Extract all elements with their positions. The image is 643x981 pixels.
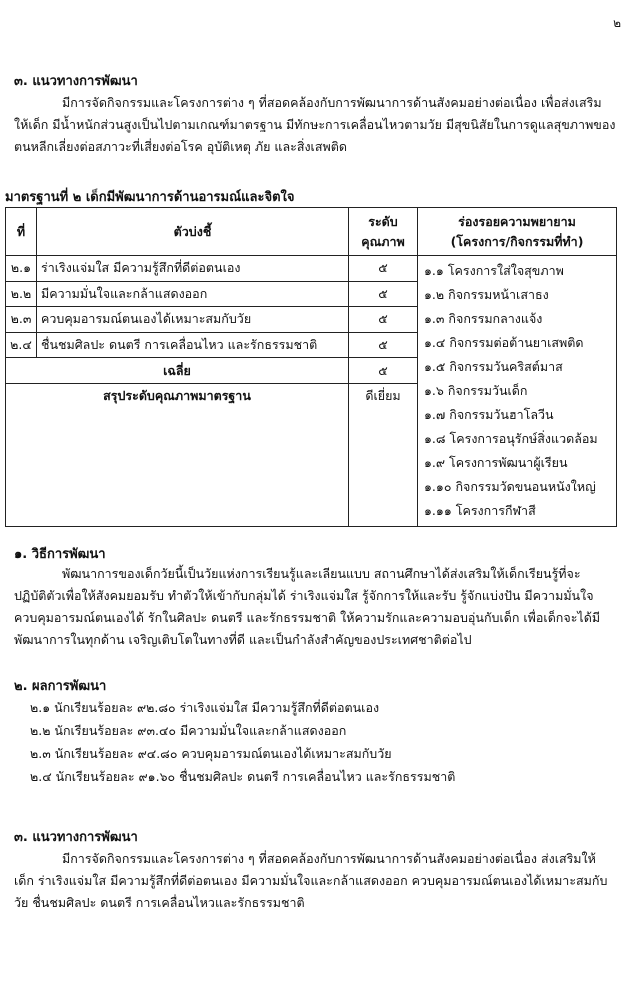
section-paragraph-development-approach-bottom (14, 848, 625, 914)
header-trace-line2: (โครงการ/กิจกรรมที่ทำ) (450, 233, 584, 249)
paragraph-line: วัย ชื่นชมศิลปะ ดนตรี การเคลื่อนไหวและรักธรรมชาติ (14, 895, 305, 910)
standard-table (5, 207, 617, 527)
average-label: เฉลี่ย (6, 358, 349, 384)
row-level: ๕ (349, 281, 418, 307)
project-item: ๑.๒ กิจกรรมหน้าเสาธง (424, 287, 549, 302)
result-item: ๒.๒ นักเรียนร้อยละ ๙๓.๔๐ มีความมั่นใจและกล้าแสดงออก (30, 723, 347, 738)
row-no: ๒.๒ (6, 281, 37, 307)
table-header-row (6, 208, 617, 256)
section-heading-results: ๒. ผลการพัฒนา (14, 679, 107, 694)
header-level-line1: ระดับ (368, 213, 398, 229)
section-paragraph-development-approach-top (14, 92, 625, 158)
row-indicator: ควบคุมอารมณ์ตนเองได้เหมาะสมกับวัย (37, 307, 349, 333)
paragraph-line: ควบคุมอารมณ์ตนเองได้ รักในศิลปะ ดนตรี และรักธรรมชาติ ให้ความรักและความอบอุ่นกับเด็ก เพื่อเด็กจะได้มี (14, 610, 601, 625)
section-heading-development-approach-bottom: ๓. แนวทางการพัฒนา (14, 830, 138, 845)
row-no: ๒.๑ (6, 256, 37, 282)
section-heading-development-approach-top: ๓. แนวทางการพัฒนา (14, 74, 138, 89)
filler-cell (6, 409, 349, 526)
row-no: ๒.๓ (6, 307, 37, 333)
paragraph-line: มีการจัดกิจกรรมและโครงการต่าง ๆ ที่สอดคล้องกับการพัฒนาการด้านสังคมอย่างต่อเนื่อง ส่งเสริมให้ (62, 851, 596, 866)
row-indicator: ชื่นชมศิลปะ ดนตรี การเคลื่อนไหว และรักธรรมชาติ (37, 332, 349, 358)
project-item: ๑.๑ โครงการใส่ใจสุขภาพ (424, 263, 564, 278)
paragraph-line: ให้เด็ก มีน้ำหนักส่วนสูงเป็นไปตามเกณฑ์มาตรฐาน มีทักษะการเคลื่อนไหวตามวัย มีสุขนิสัยในการดูแลสุขภาพของ (14, 117, 616, 132)
paragraph-line: มีการจัดกิจกรรมและโครงการต่าง ๆ ที่สอดคล้องกับการพัฒนาการด้านสังคมอย่างต่อเนื่อง เพื่อส่งเสริม (62, 95, 602, 110)
header-no: ที่ (6, 208, 37, 256)
project-item: ๑.๓ กิจกรรมกลางแจ้ง (424, 311, 543, 326)
paragraph-line: ปฏิบัติตัวเพื่อให้สังคมยอมรับ ทำตัวให้เข้ากับกลุ่มได้ ร่าเริงแจ่มใส รู้จักการให้และรับ รู้จักแบ่งปัน มีความมั่นใจ (14, 588, 594, 603)
result-item: ๒.๔ นักเรียนร้อยละ ๙๑.๖๐ ชื่นชมศิลปะ ดนตรี การเคลื่อนไหว และรักธรรมชาติ (30, 769, 456, 784)
average-value: ๕ (349, 358, 418, 384)
row-level: ๕ (349, 256, 418, 282)
project-item: ๑.๖ กิจกรรมวันเด็ก (424, 383, 528, 398)
result-item: ๒.๓ นักเรียนร้อยละ ๙๔.๘๐ ควบคุมอารมณ์ตนเองได้เหมาะสมกับวัย (30, 746, 392, 761)
project-item: ๑.๕ กิจกรรมวันคริสต์มาส (424, 359, 563, 374)
summary-value: ดีเยี่ยม (349, 383, 418, 409)
table-row (6, 256, 617, 282)
header-trace-line1: ร่องรอยความพยายาม (458, 213, 576, 229)
row-level: ๕ (349, 332, 418, 358)
project-item: ๑.๙ โครงการพัฒนาผู้เรียน (424, 455, 568, 470)
project-item: ๑.๑๐ กิจกรรมวัดขนอนหนังใหญ่ (424, 479, 596, 494)
paragraph-line: เด็ก ร่าเริงแจ่มใส มีความรู้สึกที่ดีต่อตนเอง มีความมั่นใจและกล้าแสดงออก ควบคุมอารมณ์ตนเองได้เหมาะสมกับ (14, 873, 608, 888)
row-indicator: ร่าเริงแจ่มใส มีความรู้สึกที่ดีต่อตนเอง (37, 256, 349, 282)
paragraph-line: ตนหลีกเลี่ยงต่อสภาวะที่เสี่ยงต่อโรค อุบัติเหตุ ภัย และสิ่งเสพติด (14, 139, 347, 154)
paragraph-line: พัฒนาการของเด็กวัยนี้เป็นวัยแห่งการเรียนรู้และเลียนแบบ สถานศึกษาได้ส่งเสริมให้เด็กเรียนรู้ที่จะ (62, 566, 581, 581)
project-item: ๑.๑๑ โครงการกีฬาสี (424, 503, 536, 518)
project-item: ๑.๔ กิจกรรมต่อต้านยาเสพติด (424, 335, 584, 350)
header-level-line2: คุณภาพ (361, 233, 405, 249)
header-level (349, 208, 418, 256)
project-item: ๑.๗ กิจกรรมวันฮาโลวีน (424, 407, 554, 422)
row-no: ๒.๔ (6, 332, 37, 358)
header-trace (418, 208, 617, 256)
row-indicator: มีความมั่นใจและกล้าแสดงออก (37, 281, 349, 307)
result-item: ๒.๑ นักเรียนร้อยละ ๙๒.๘๐ ร่าเริงแจ่มใส มีความรู้สึกที่ดีต่อตนเอง (30, 700, 380, 715)
filler-cell (349, 409, 418, 526)
section-paragraph-method (14, 563, 625, 651)
header-indicator: ตัวบ่งชี้ (37, 208, 349, 256)
summary-label: สรุประดับคุณภาพมาตรฐาน (6, 383, 349, 409)
row-level: ๕ (349, 307, 418, 333)
page-number: ๒ (613, 16, 621, 30)
paragraph-line: พัฒนาการในทุกด้าน เจริญเติบโตในทางที่ดี และเป็นกำลังสำคัญของประเทศชาติต่อไป (14, 632, 472, 647)
standard-title: มาตรฐานที่ ๒ เด็กมีพัฒนาการด้านอารมณ์และจิตใจ (5, 190, 295, 205)
section-heading-method: ๑. วิธีการพัฒนา (14, 547, 106, 562)
project-item: ๑.๘ โครงการอนุรักษ์สิ่งแวดล้อม (424, 431, 598, 446)
projects-cell (418, 256, 617, 527)
